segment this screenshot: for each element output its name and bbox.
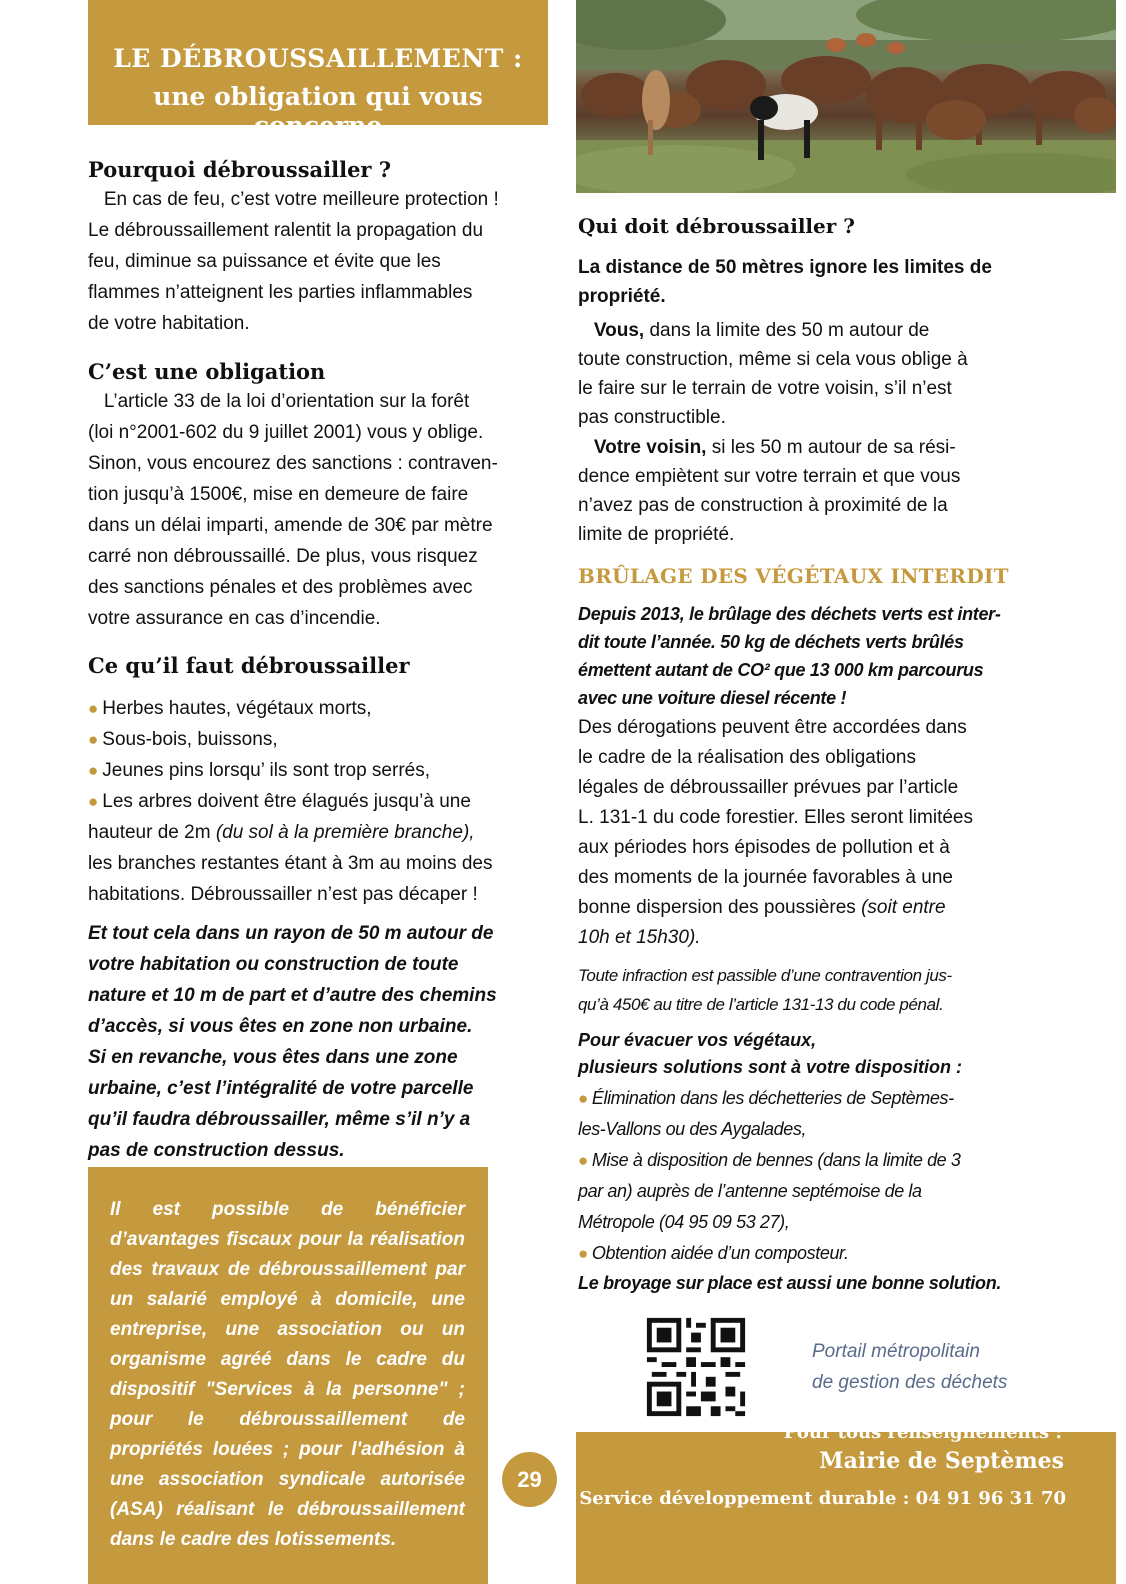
bullet-icon: ● xyxy=(88,699,99,718)
bullet-icon: ● xyxy=(578,1151,588,1170)
goats-illustration xyxy=(576,0,1116,193)
burning-heading: BRÛLAGE DES VÉGÉTAUX INTERDIT xyxy=(578,564,1009,588)
qr-code[interactable] xyxy=(641,1313,751,1421)
page-number: 29 xyxy=(502,1452,557,1507)
burning-bold xyxy=(578,600,1001,712)
text-line: Votre voisin, si les 50 m autour de sa rési- xyxy=(593,437,956,458)
list-item: ● Mise à disposition de bennes (dans la limite de 3 xyxy=(578,1150,961,1170)
text-line: dans un délai imparti, amende de 30€ par mètre xyxy=(88,515,493,536)
text-line: flammes n’atteignent les parties inflammables xyxy=(88,282,473,303)
tax-advantage-box xyxy=(88,1167,488,1584)
obligation-heading: C’est une obligation xyxy=(88,359,326,384)
text-line: limite de propriété. xyxy=(578,524,735,545)
title-line-1: LE DÉBROUSSAILLEMENT : xyxy=(113,44,523,73)
text-line: des moments de la journée favorables à une xyxy=(578,867,953,888)
text-line: les-Vallons ou des Aygalades, xyxy=(578,1119,807,1139)
bullet-icon: ● xyxy=(88,761,99,780)
bullet-icon: ● xyxy=(578,1089,588,1108)
text-line: aux périodes hors épisodes de pollution et à xyxy=(578,837,950,858)
portal-line: Portail métropolitain xyxy=(812,1341,980,1362)
text-line: L’article 33 de la loi d’orientation sur la forêt xyxy=(88,391,470,412)
text-line: plusieurs solutions sont à votre disposition : xyxy=(578,1057,963,1077)
text-line: le cadre de la réalisation des obligations xyxy=(578,747,916,768)
text-line: votre habitation ou construction de toute xyxy=(88,954,459,975)
footer-line-2: Mairie de Septèmes xyxy=(819,1448,1064,1474)
text-line: Depuis 2013, le brûlage des déchets verts est inter- xyxy=(578,604,1001,624)
text-line: La distance de 50 mètres ignore les limites de xyxy=(578,257,992,278)
vous-paragraph xyxy=(578,316,968,432)
text-line: Sinon, vous encourez des sanctions : contraven- xyxy=(88,453,498,474)
text-line: qu’il faudra débroussailler, même s’il n’y a xyxy=(88,1109,471,1130)
text-line: qu’à 450€ au titre de l’article 131-13 du code pénal. xyxy=(578,995,944,1014)
who-heading: Qui doit débroussailler ? xyxy=(578,214,855,238)
radius-paragraph xyxy=(88,918,497,1166)
derogation-paragraph xyxy=(578,713,973,953)
text-line: dit toute l’année. 50 kg de déchets verts brûlés xyxy=(578,632,964,652)
contact-footer xyxy=(576,1422,1116,1584)
text-line: légales de débroussailler prévues par l’article xyxy=(578,777,959,798)
evacuation-list xyxy=(578,1083,961,1269)
evacuation-intro xyxy=(578,1027,962,1081)
bullet-icon: ● xyxy=(578,1244,588,1263)
list-item: ● Sous-bois, buissons, xyxy=(88,729,278,750)
footer-line-1: Pour tous renseignements : xyxy=(783,1422,1062,1443)
tax-advantage-text: Il est possible de bénéficier d’avantages fiscaux pour la réalisation des travaux de débroussaillement par un salarié employé à domicile, une entreprise, une association ou un organisme agréé dans le cadre du dispositif "Services à la personne" ; pour le débroussaillement de propriétés louées ; pour l'adhésion à une association syndicale autorisée (ASA) réalisant le débroussaillement dans le cadre des lotissements. xyxy=(110,1199,465,1550)
portal-link[interactable] xyxy=(812,1336,1007,1398)
text-line: 10h et 15h30). xyxy=(578,927,701,948)
text-line: En cas de feu, c’est votre meilleure protection ! xyxy=(88,189,499,210)
text-line: Vous, dans la limite des 50 m autour de xyxy=(593,320,930,341)
text-line: avec une voiture diesel récente ! xyxy=(578,688,847,708)
text-line: les branches restantes étant à 3m au moins des xyxy=(88,853,493,874)
list-item: ● Élimination dans les déchetteries de Septèmes- xyxy=(578,1088,954,1108)
text-line: carré non débroussaillé. De plus, vous risquez xyxy=(88,546,478,567)
text-line: hauteur de 2m (du sol à la première branche), xyxy=(88,822,475,843)
text-line: L. 131-1 du code forestier. Elles seront limitées xyxy=(578,807,973,828)
text-line: de votre habitation. xyxy=(88,313,250,334)
text-line: émettent autant de CO² que 13 000 km parcourus xyxy=(578,660,984,680)
obligation-paragraph xyxy=(88,386,498,634)
text-line: feu, diminue sa puissance et évite que les xyxy=(88,251,441,272)
bullet-icon: ● xyxy=(88,730,99,749)
text-line: urbaine, c’est l’intégralité de votre parcelle xyxy=(88,1078,474,1099)
text-line: n’avez pas de construction à proximité de la xyxy=(578,495,948,516)
list-item: ● Les arbres doivent être élagués jusqu’à une xyxy=(88,791,471,812)
portal-line: de gestion des déchets xyxy=(812,1372,1008,1393)
text-line: tion jusqu’à 1500€, mise en demeure de faire xyxy=(88,484,469,505)
text-line: Des dérogations peuvent être accordées dans xyxy=(578,717,967,738)
list-item: ● Obtention aidée d’un composteur. xyxy=(578,1243,849,1263)
voisin-paragraph xyxy=(578,433,960,549)
what-heading: Ce qu’il faut débroussailler xyxy=(88,653,410,678)
footer-line-3: Service développement durable : 04 91 96 31 70 xyxy=(579,1488,1066,1509)
title-line-2: une obligation qui vous concerne xyxy=(153,82,483,140)
text-line: habitations. Débroussailler n’est pas décaper ! xyxy=(88,884,478,905)
why-heading: Pourquoi débroussailler ? xyxy=(88,157,392,182)
text-line: dence empiètent sur votre terrain et que vous xyxy=(578,466,961,487)
text-line: des sanctions pénales et des problèmes avec xyxy=(88,577,473,598)
text-line: propriété. xyxy=(578,286,666,307)
text-line: pas de construction dessus. xyxy=(88,1140,345,1161)
text-line: nature et 10 m de part et d’autre des chemins xyxy=(88,985,497,1006)
why-paragraph xyxy=(88,184,499,339)
text-line: votre assurance en cas d’incendie. xyxy=(88,608,381,629)
goats-photo xyxy=(576,0,1116,193)
text-line: par an) auprès de l’antenne septémoise de la xyxy=(578,1181,922,1201)
text-line: bonne dispersion des poussières (soit entre xyxy=(578,897,946,918)
text-line: Si en revanche, vous êtes dans une zone xyxy=(88,1047,458,1068)
what-list xyxy=(88,693,493,910)
list-item: ● Herbes hautes, végétaux morts, xyxy=(88,698,372,719)
who-bold xyxy=(578,253,992,311)
infraction-paragraph xyxy=(578,961,952,1019)
list-item: ● Jeunes pins lorsqu’ ils sont trop serrés, xyxy=(88,760,431,781)
bullet-icon: ● xyxy=(88,792,99,811)
text-line: Le débroussaillement ralentit la propagation du xyxy=(88,220,484,241)
text-line: le faire sur le terrain de votre voisin, s’il n’est xyxy=(578,378,952,399)
qr-code-icon xyxy=(641,1313,751,1421)
text-line: Pour évacuer vos végétaux, xyxy=(578,1030,817,1050)
text-line: (loi n°2001-602 du 9 juillet 2001) vous y oblige. xyxy=(88,422,484,443)
text-line: d’accès, si vous êtes en zone non urbaine. xyxy=(88,1016,473,1037)
text-line: Toute infraction est passible d’une contravention jus- xyxy=(578,966,952,985)
text-line: Et tout cela dans un rayon de 50 m autour de xyxy=(88,923,494,944)
text-line: pas constructible. xyxy=(578,407,726,428)
broyage-text: Le broyage sur place est aussi une bonne solution. xyxy=(578,1273,1002,1293)
text-line: Métropole (04 95 09 53 27), xyxy=(578,1212,790,1232)
text-line: toute construction, même si cela vous oblige à xyxy=(578,349,968,370)
title-banner xyxy=(88,0,548,140)
